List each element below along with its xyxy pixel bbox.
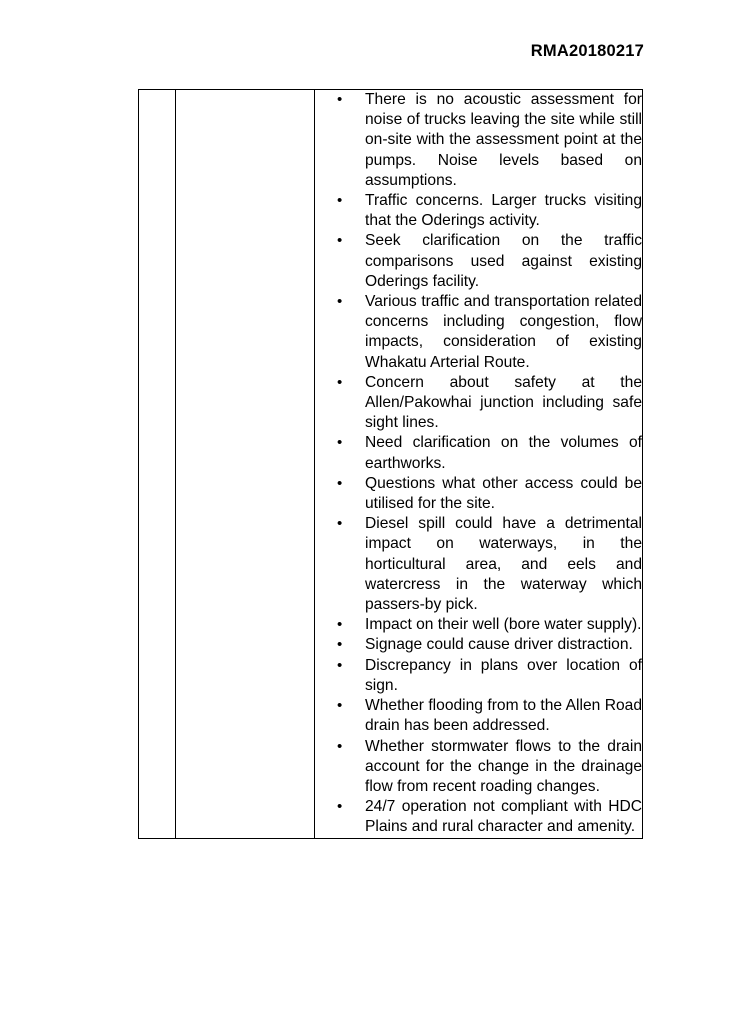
list-item xyxy=(315,656,642,696)
list-item xyxy=(315,737,642,798)
concern-text: Impact on their well (bore water supply). xyxy=(365,616,642,634)
bullet-icon: • xyxy=(337,636,343,654)
list-item xyxy=(315,514,642,615)
table-cell-empty-second xyxy=(176,90,315,839)
bullet-icon: • xyxy=(337,474,343,492)
list-item xyxy=(315,696,642,736)
document-reference: RMA20180217 xyxy=(530,42,644,60)
bullet-icon: • xyxy=(337,91,343,108)
concern-text: Concern about safety at the Allen/Pakowhai junction including safe sight lines. xyxy=(365,373,642,432)
table-cell-empty-first xyxy=(139,90,176,839)
list-item xyxy=(315,90,642,191)
concern-text: Seek clarification on the traffic comparisons used against existing Oderings facility. xyxy=(365,232,642,290)
concern-text: Whether stormwater flows to the drain account for the change in the drainage flow from recent roading changes. xyxy=(365,737,642,795)
list-item xyxy=(315,474,642,514)
bullet-icon: • xyxy=(337,373,343,391)
bullet-icon: • xyxy=(337,798,343,816)
concern-text: Traffic concerns. Larger trucks visiting that the Oderings activity. xyxy=(365,192,642,230)
concern-text: Discrepancy in plans over location of sign. xyxy=(365,656,642,694)
concerns-list xyxy=(315,90,642,838)
table-row xyxy=(139,90,643,839)
concern-text: Diesel spill could have a detrimental impact on waterways, in the horticultural area, and eels and watercress in the waterway which passers-by pick. xyxy=(365,515,642,614)
concern-text: 24/7 operation not compliant with HDC Plains and rural character and amenity. xyxy=(365,798,642,836)
table-cell-concerns xyxy=(315,90,643,839)
bullet-icon: • xyxy=(337,293,343,311)
concern-text: Signage could cause driver distraction. xyxy=(365,636,633,654)
concern-text: Need clarification on the volumes of earthworks. xyxy=(365,434,642,472)
concern-text: Whether flooding from to the Allen Road drain has been addressed. xyxy=(365,697,642,735)
bullet-icon: • xyxy=(337,192,343,210)
list-item xyxy=(315,191,642,231)
submissions-table xyxy=(138,89,643,839)
bullet-icon: • xyxy=(337,697,343,715)
list-item xyxy=(315,433,642,473)
list-item xyxy=(315,231,642,292)
bullet-icon: • xyxy=(337,515,343,533)
list-item xyxy=(315,373,642,434)
concern-text: Questions what other access could be utilised for the site. xyxy=(365,474,642,513)
bullet-icon: • xyxy=(337,737,343,755)
list-item xyxy=(315,615,642,635)
bullet-icon: • xyxy=(337,434,343,452)
bullet-icon: • xyxy=(337,232,343,250)
bullet-icon: • xyxy=(337,656,343,674)
list-item xyxy=(315,635,642,655)
bullet-icon: • xyxy=(337,616,343,634)
list-item xyxy=(315,292,642,373)
concern-text: Various traffic and transportation related concerns including congestion, flow impacts, consideration of existing Whakatu Arterial Route. xyxy=(365,293,642,371)
list-item xyxy=(315,797,642,837)
concern-text: There is no acoustic assessment for noise of trucks leaving the site while still on-site with the assessment point at the pumps. Noise levels based on assumptions. xyxy=(365,91,642,189)
